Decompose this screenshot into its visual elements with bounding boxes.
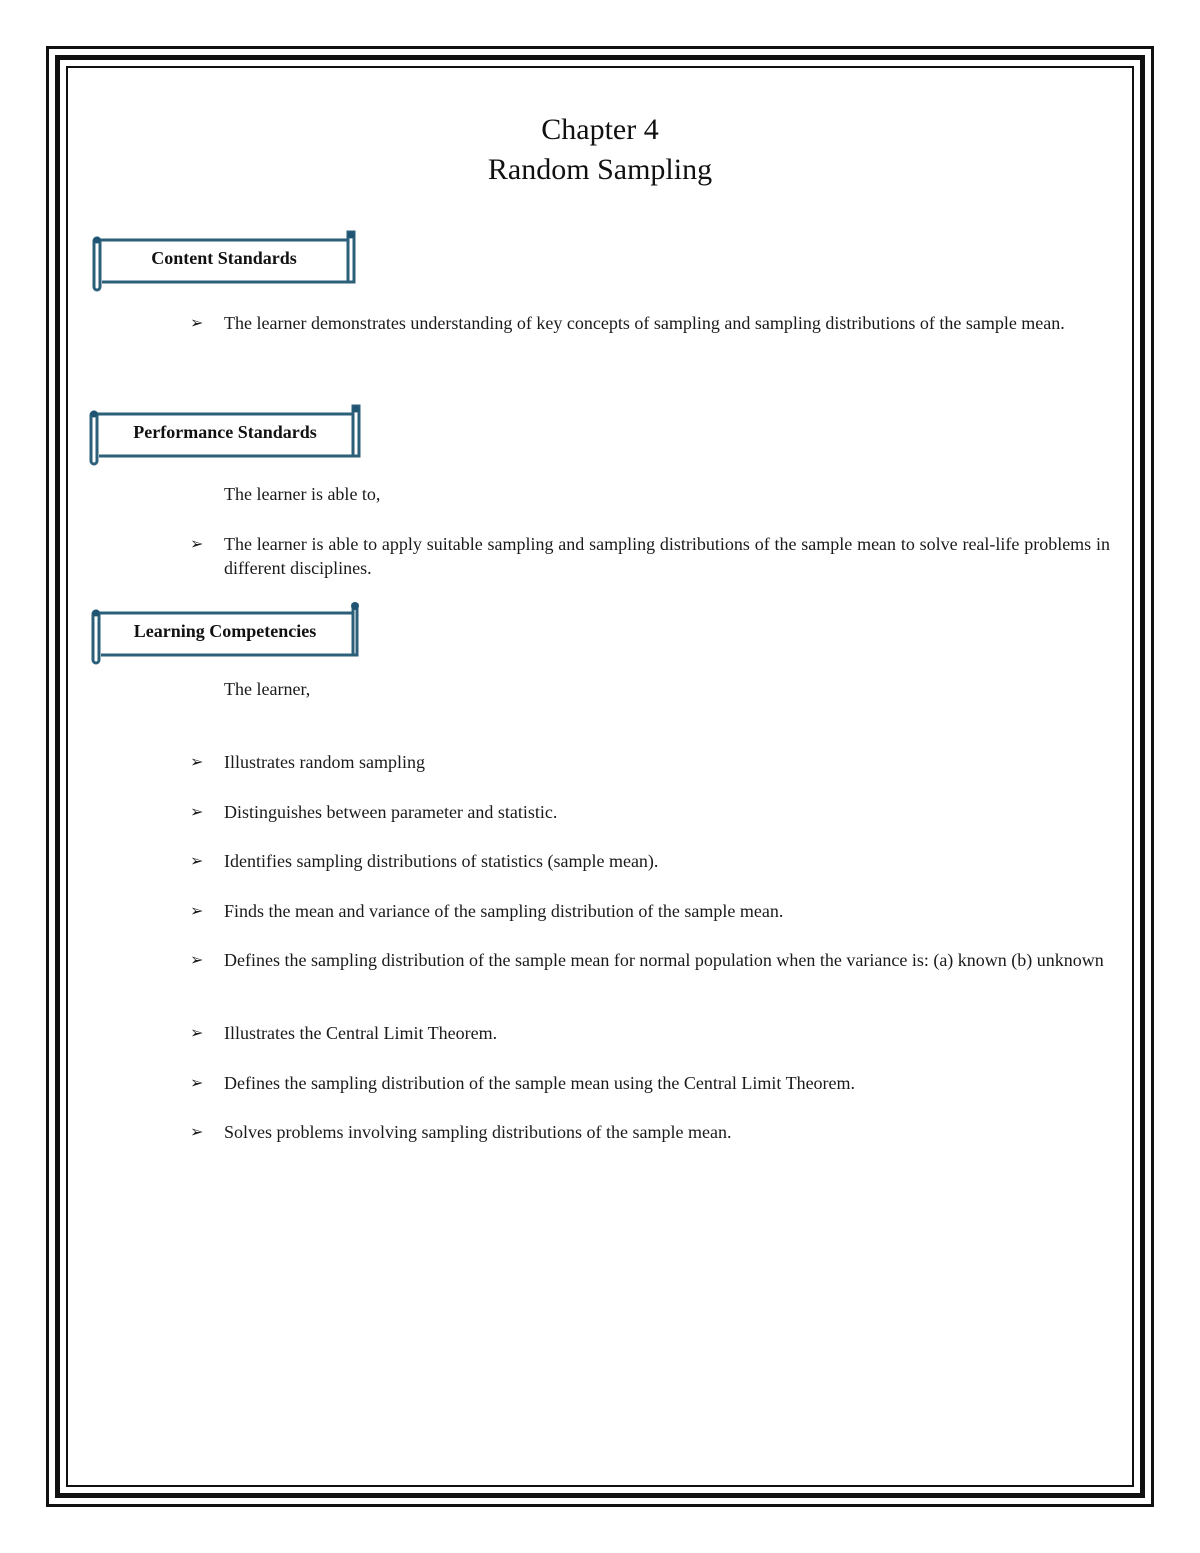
arrow-bullet-icon: ➢ <box>190 901 204 920</box>
performance-standards-heading: Performance Standards <box>133 422 317 442</box>
content-standards-heading: Content Standards <box>151 248 297 268</box>
arrow-bullet-icon: ➢ <box>190 802 204 821</box>
competency-text: Illustrates random sampling <box>224 752 425 772</box>
chapter-subtitle: Random Sampling <box>487 153 713 186</box>
arrow-bullet-icon: ➢ <box>190 1023 204 1042</box>
competency-text: Illustrates the Central Limit Theorem. <box>224 1023 498 1043</box>
competency-text: Defines the sampling distribution of the sample mean for normal population when the variance is: (a) known (b) unknown <box>224 950 1104 970</box>
arrow-bullet-icon: ➢ <box>190 1122 204 1141</box>
learning-competencies-banner <box>91 603 359 649</box>
learning-competencies-intro: The learner, <box>224 679 311 699</box>
performance-standards-bullet-text: The learner is able to apply suitable sampling and sampling distributions of the sample mean to solve real-life problems in different disciplines. <box>224 534 1110 578</box>
competency-text: Distinguishes between parameter and statistic. <box>224 802 558 822</box>
content-standards-bullet-text: The learner demonstrates understanding of key concepts of sampling and sampling distributions of the sample mean. <box>224 313 1065 333</box>
arrow-bullet-icon: ➢ <box>190 1073 204 1092</box>
performance-standards-banner <box>89 404 361 450</box>
arrow-bullet-icon: ➢ <box>190 950 204 969</box>
arrow-bullet-icon: ➢ <box>190 752 204 771</box>
competency-text: Identifies sampling distributions of statistics (sample mean). <box>224 851 659 871</box>
arrow-bullet-icon: ➢ <box>190 313 204 332</box>
performance-standards-intro: The learner is able to, <box>224 484 381 504</box>
competency-text: Finds the mean and variance of the sampling distribution of the sample mean. <box>224 901 784 921</box>
competency-text: Defines the sampling distribution of the sample mean using the Central Limit Theorem. <box>224 1073 856 1093</box>
arrow-bullet-icon: ➢ <box>190 534 204 553</box>
learning-competencies-heading: Learning Competencies <box>133 621 317 641</box>
arrow-bullet-icon: ➢ <box>190 851 204 870</box>
chapter-title: Chapter 4 <box>541 113 659 146</box>
content-standards-banner <box>92 230 356 276</box>
competency-text: Solves problems involving sampling distributions of the sample mean. <box>224 1122 732 1142</box>
